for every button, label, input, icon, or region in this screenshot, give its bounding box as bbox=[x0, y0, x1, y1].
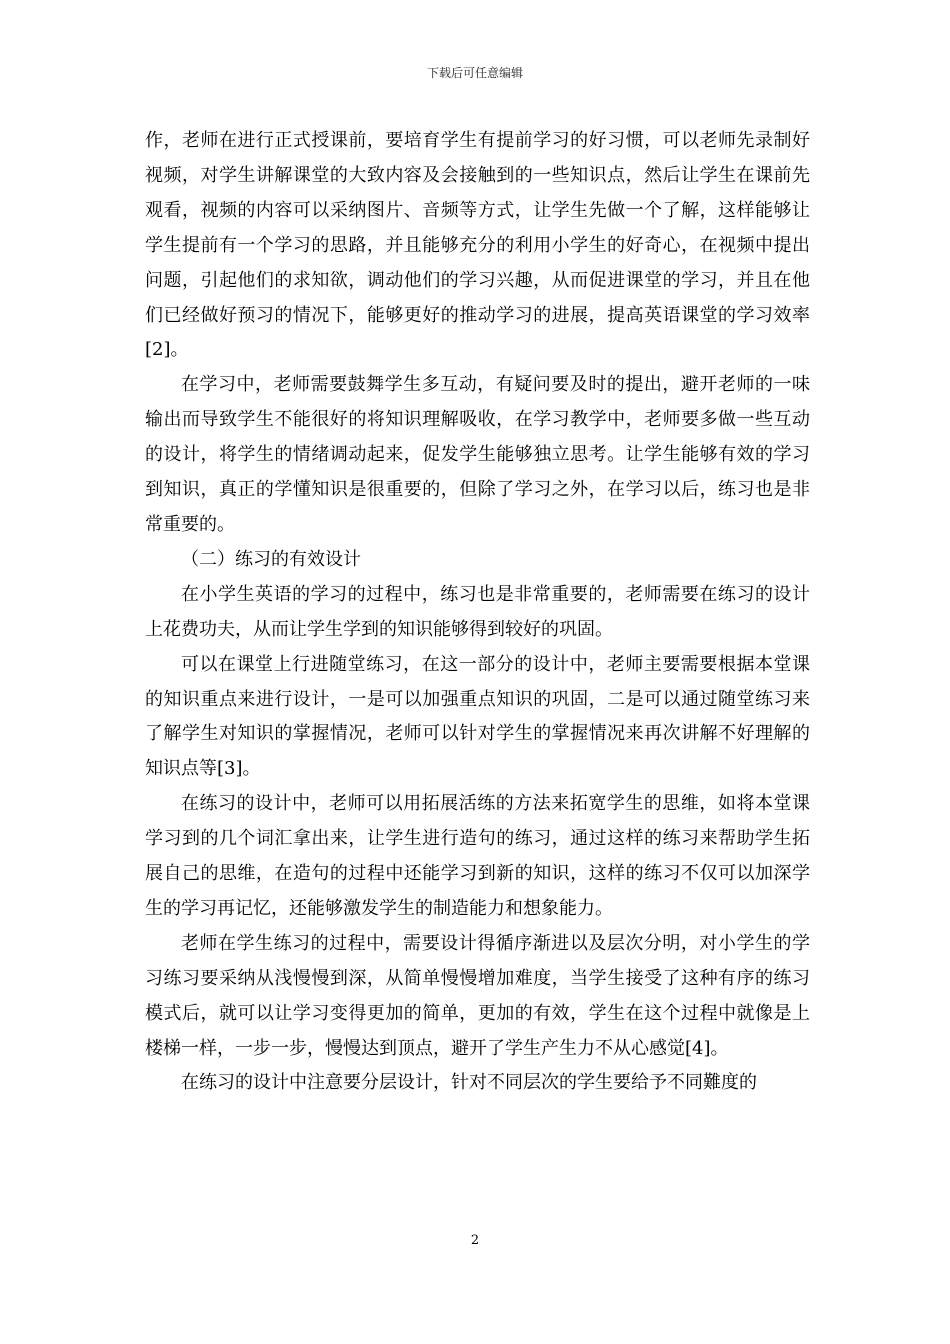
section-heading: （二）练习的有效设计 bbox=[181, 548, 361, 570]
paragraph: 在小学生英语的学习的过程中，练习也是非常重要的，老师需要在练习的设计上花费功夫，从而让学生学到的知识能够得到较好的巩固。 bbox=[145, 583, 810, 640]
document-body bbox=[145, 124, 810, 1101]
page-number: 2 bbox=[470, 1233, 480, 1248]
page-header: 下载后可任意编辑 bbox=[426, 66, 523, 80]
paragraph: 在学习中，老师需要鼓舞学生多互动，有疑问要及时的提出，避开老师的一味输出而导致学生不能很好的将知识理解吸收，在学习教学中，老师要多做一些互动的设计，将学生的情绪调动起来，促发学生能够独立思考。让学生能够有效的学习到知识，真正的学懂知识是很重要的，但除了学习之外，在学习以后，练习也是非常重要的。 bbox=[145, 374, 810, 535]
paragraph-continues: 在练习的设计中注意要分层设计，针对不同层次的学生要给予不同難度的 bbox=[181, 1072, 757, 1094]
paragraph: 老师在学生练习的过程中，需要设计得循序渐进以及层次分明，对小学生的学习练习要采纳从浅慢慢到深，从简单慢慢增加难度，当学生接受了这种有序的练习模式后，就可以让学习变得更加的简单，更加的有效，学生在这个过程中就像是上楼梯一样，一步一步，慢慢达到顶点，避开了学生产生力不从心感觉[4]。 bbox=[145, 932, 810, 1059]
paragraph: 在练习的设计中，老师可以用拓展活练的方法来拓宽学生的思维，如将本堂课学习到的几个词汇拿出来，让学生进行造句的练习，通过这样的练习来帮助学生拓展自己的思维，在造句的过程中还能学习到新的知识，这样的练习不仅可以加深学生的学习再记忆，还能够激发学生的制造能力和想象能力。 bbox=[145, 793, 810, 919]
paragraph-continued: 作，老师在进行正式授课前，要培育学生有提前学习的好习惯，可以老师先录制好视频，对学生讲解课堂的大致内容及会接触到的一些知识点，然后让学生在课前先观看，视频的内容可以采纳图片、音频等方式，让学生先做一个了解，这样能够让学生提前有一个学习的思路，并且能够充分的利用小学生的好奇心，在视频中提出问题，引起他们的求知欲，调动他们的学习兴趣，从而促进课堂的学习，并且在他们已经做好预习的情况下，能够更好的推动学习的进展，提高英语课堂的学习效率[2]。 bbox=[145, 130, 810, 361]
paragraph: 可以在课堂上行进随堂练习，在这一部分的设计中，老师主要需要根据本堂课的知识重点来进行设计，一是可以加强重点知识的巩固，二是可以通过随堂练习来了解学生对知识的掌握情况，老师可以针对学生的掌握情况来再次讲解不好理解的知识点等[3]。 bbox=[145, 653, 810, 780]
